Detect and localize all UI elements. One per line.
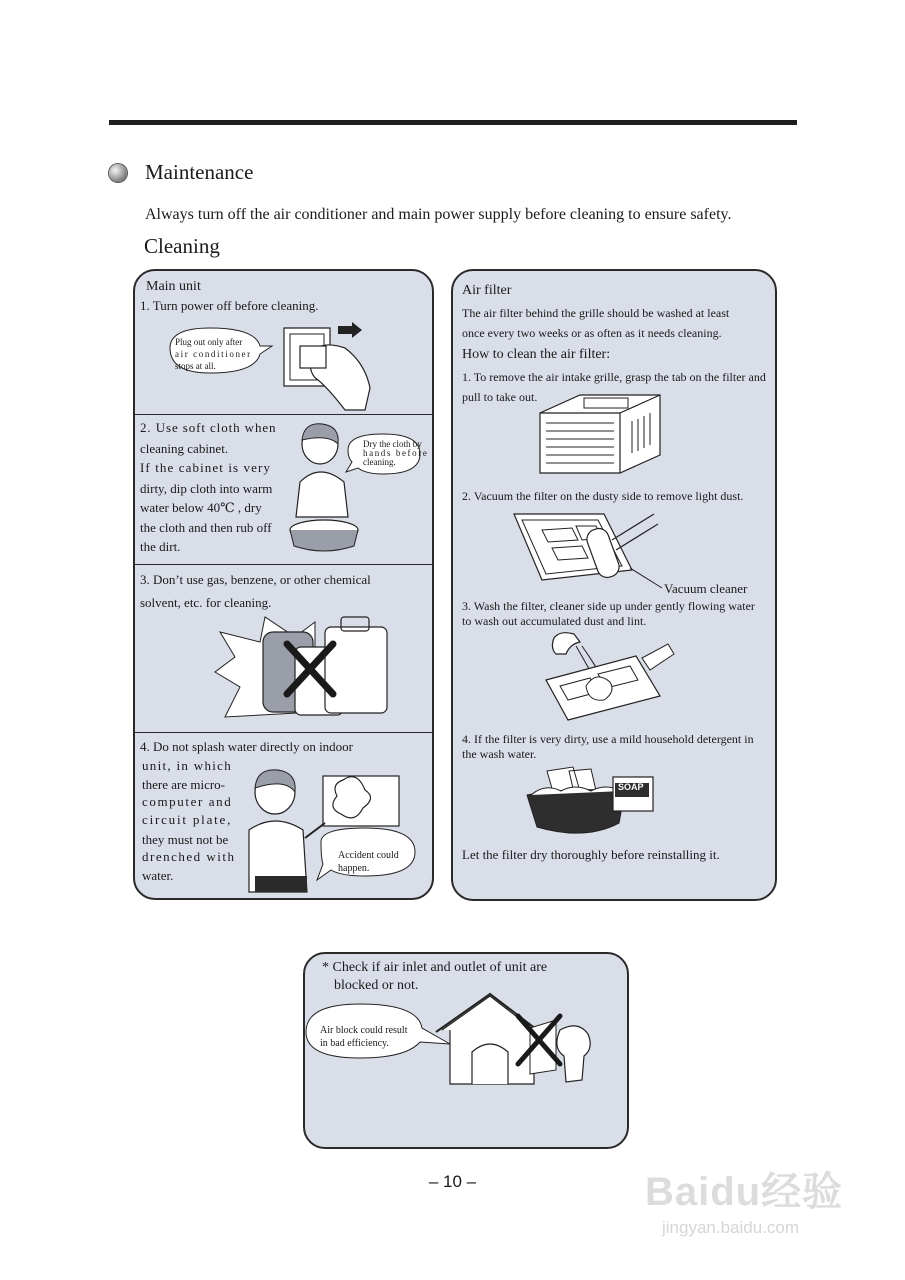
divider	[134, 732, 433, 733]
step2-line: If the cabinet is very	[140, 460, 272, 475]
soap-label: SOAP	[618, 782, 644, 792]
step3-line: 3. Don’t use gas, benzene, or other chemical	[140, 572, 371, 587]
air-filter-desc-line: once every two weeks or as often as it needs cleaning.	[462, 326, 722, 340]
filter-final-text: Let the filter dry thoroughly before reinstalling it.	[462, 847, 720, 862]
filter-step4-line: the wash water.	[462, 747, 537, 761]
filter-step1-line: 1. To remove the air intake grille, grasp the tab on the filter and	[462, 370, 766, 384]
filter-step4-line: 4. If the filter is very dirty, use a mild household detergent in	[462, 732, 754, 746]
subsection-title: Cleaning	[144, 234, 220, 258]
ac-unit-illustration	[532, 393, 662, 475]
filter-step2-text: 2. Vacuum the filter on the dusty side to remove light dust.	[462, 489, 744, 503]
watermark-url: jingyan.baidu.com	[662, 1218, 800, 1237]
check-bubble-line: Air block could result	[320, 1025, 408, 1036]
step4-bubble-line: happen.	[338, 863, 370, 874]
intro-text: Always turn off the air conditioner and main power supply before cleaning to ensure safety.	[145, 206, 732, 223]
splash-person-illustration	[245, 768, 425, 894]
step4-line: circuit plate,	[142, 812, 233, 827]
bullet-icon	[109, 164, 127, 182]
step4-line: unit, in which	[142, 758, 233, 773]
how-to-heading: How to clean the air filter:	[462, 347, 611, 362]
filter-step1-line: pull to take out.	[462, 390, 538, 404]
detergent-wash-illustration	[525, 765, 660, 837]
step1-bubble-line: stops at all.	[175, 361, 216, 371]
top-rule	[109, 120, 797, 125]
step4-bubble-line: Accident could	[338, 850, 399, 861]
step2-bubble-line: cleaning.	[363, 457, 396, 467]
step2-line: the cloth and then rub off	[140, 520, 272, 535]
step1-text: 1. Turn power off before cleaning.	[140, 298, 319, 313]
step4-line: water.	[142, 868, 174, 883]
step4-title: 4. Do not splash water directly on indoor	[140, 739, 354, 754]
step2-bubble-line: Dry the cloth by	[363, 439, 422, 449]
step1-bubble-line: air conditioner	[175, 349, 252, 359]
page-number: – 10 –	[428, 1172, 477, 1191]
step4-line: drenched with	[142, 849, 236, 864]
wash-filter-illustration	[540, 630, 675, 722]
filter-step3-line: to wash out accumulated dust and lint.	[462, 614, 647, 628]
step2-line: dirty, dip cloth into warm	[140, 481, 273, 496]
check-line: blocked or not.	[334, 978, 419, 993]
air-filter-desc-line: The air filter behind the grille should be washed at least	[462, 306, 730, 320]
watermark-logo: Baidu经验	[645, 1170, 844, 1214]
step2-line: water below 40℃ , dry	[140, 500, 262, 515]
step2-line: 2. Use soft cloth when	[140, 420, 277, 435]
step4-line: computer and	[142, 794, 233, 809]
filter-step3-line: 3. Wash the filter, cleaner side up under gently flowing water	[462, 599, 755, 613]
step1-bubble-line: Plug out only after	[175, 337, 243, 347]
step4-line: they must not be	[142, 832, 229, 847]
step2-line: the dirt.	[140, 539, 181, 554]
air-filter-title: Air filter	[462, 283, 512, 298]
vacuum-label: Vacuum cleaner	[664, 581, 748, 596]
main-unit-title: Main unit	[146, 279, 201, 294]
step2-line: cleaning cabinet.	[140, 441, 229, 456]
vacuum-filter-illustration	[512, 510, 662, 592]
divider	[134, 414, 433, 415]
section-title: Maintenance	[145, 160, 254, 184]
step2-bubble-line: hands before	[363, 448, 429, 458]
step3-line: solvent, etc. for cleaning.	[140, 595, 272, 610]
check-bubble-line: in bad efficiency.	[320, 1038, 389, 1049]
check-line: * Check if air inlet and outlet of unit are	[322, 960, 548, 975]
divider	[134, 564, 433, 565]
chemicals-prohibited-illustration	[215, 612, 395, 722]
step4-line: there are micro-	[142, 777, 226, 792]
